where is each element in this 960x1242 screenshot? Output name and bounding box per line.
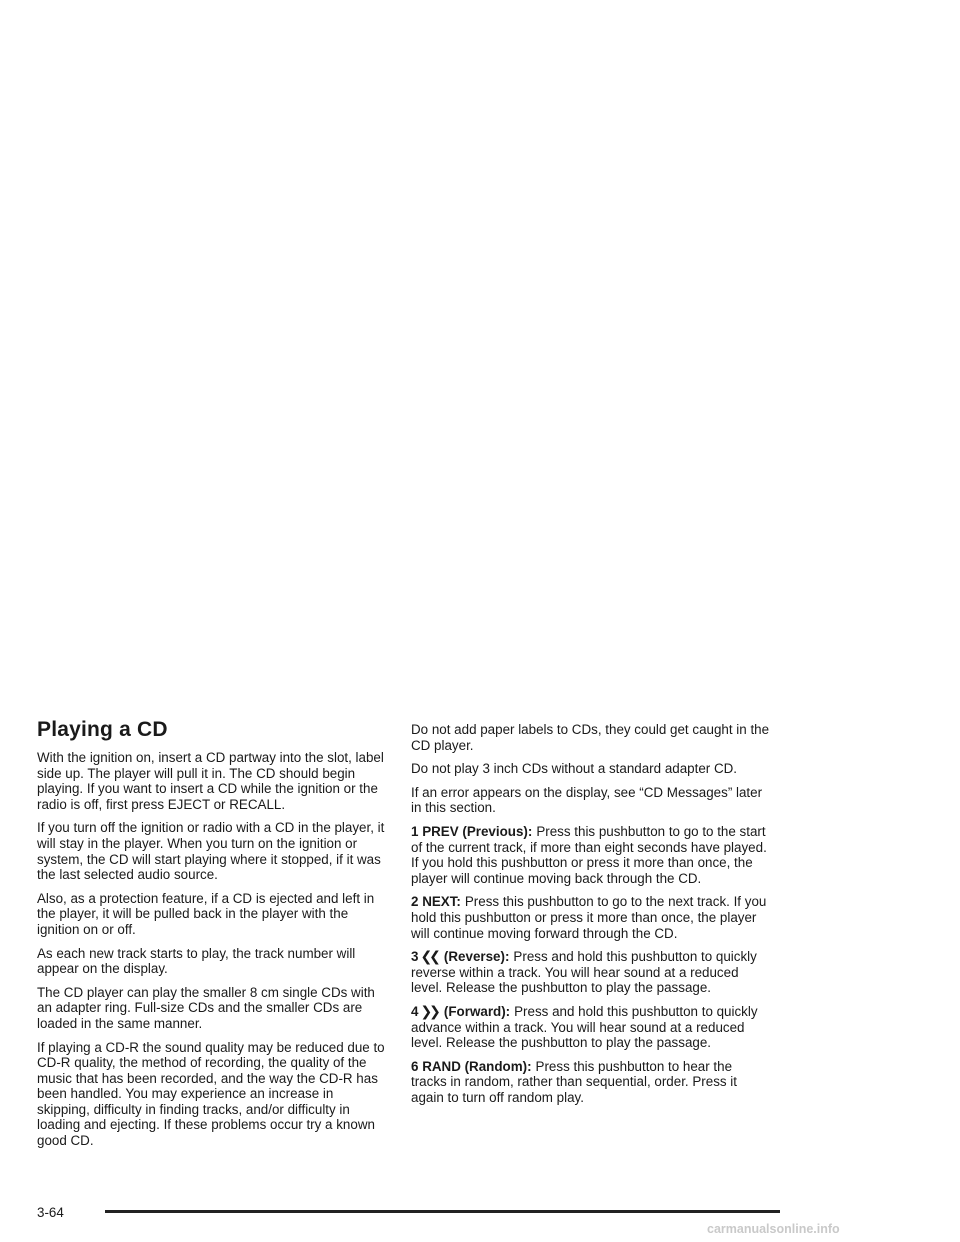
footer-divider: [105, 1210, 780, 1213]
section-title: Playing a CD: [37, 718, 168, 741]
paragraph: If an error appears on the display, see “CD Messages” later in this section.: [411, 784, 763, 816]
pushbutton-item-next: [411, 894, 771, 941]
rewind-icon: ❮❮: [420, 948, 438, 965]
item-number: 3: [411, 949, 419, 965]
pushbutton-item-reverse: [411, 949, 771, 996]
left-column: [37, 718, 389, 1157]
item-number: 2: [411, 894, 419, 910]
right-column: [411, 722, 771, 1113]
pushbutton-item-prev: [411, 824, 771, 886]
pushbutton-item-forward: [411, 1004, 771, 1051]
paragraph: Do not add paper labels to CDs, they could get caught in the CD player.: [411, 722, 770, 753]
item-term: (Reverse):: [443, 949, 510, 965]
item-term: (Forward):: [443, 1003, 511, 1019]
item-number: 6: [411, 1058, 419, 1074]
paragraph: If playing a CD-R the sound quality may be reduced due to CD-R quality, the method of recording, the quality of the music that has been recorded, and the way the CD-R has been handled. You may experience an increase in skipping, difficulty in finding tracks, and/or difficulty in loading and ejecting. If these problems occur try a known good CD.: [37, 1039, 385, 1149]
page-number: 3-64: [37, 1205, 64, 1220]
paragraph: As each new track starts to play, the track number will appear on the display.: [37, 945, 356, 977]
watermark: carmanualsonline.info: [707, 1222, 840, 1236]
paragraph: If you turn off the ignition or radio with a CD in the player, it will stay in the player. When you turn on the ignition or system, the CD will start playing where it stopped, if it was the last selected audio source.: [37, 820, 385, 883]
pushbutton-item-random: [411, 1059, 771, 1106]
item-description: Press and hold this pushbutton to quickly reverse within a track. You will hear sound at a reduced level. Release the pushbutton to play the passage.: [411, 949, 757, 996]
item-number: 1: [411, 823, 419, 839]
paragraph: Do not play 3 inch CDs without a standard adapter CD.: [411, 761, 738, 777]
paragraph: With the ignition on, insert a CD partway into the slot, label side up. The player will pull it in. The CD should begin playing. If you want to insert a CD while the ignition or the radio is off, first press EJECT or RECALL.: [37, 750, 384, 812]
item-description: Press this pushbutton to go to the next track. If you hold this pushbutton or press it more than once, the player will continue moving forward through the CD.: [411, 894, 767, 941]
item-description: Press this pushbutton to go to the start of the current track, if more than eight seconds have played. If you hold this pushbutton or press it more than once, the player will continue moving back through the CD.: [411, 823, 767, 886]
item-number: 4: [411, 1003, 419, 1019]
fast-forward-icon: ❯❯: [420, 1002, 438, 1019]
item-description: Press and hold this pushbutton to quickly advance within a track. You will hear sound at a reduced level. Release the pushbutton to play the passage.: [411, 1003, 758, 1051]
item-term: RAND (Random):: [422, 1058, 532, 1074]
item-term: PREV (Previous):: [422, 823, 533, 839]
item-term: NEXT:: [422, 894, 461, 910]
paragraph: The CD player can play the smaller 8 cm single CDs with an adapter ring. Full-size CDs and the smaller CDs are loaded in the same manner.: [37, 984, 375, 1031]
paragraph: Also, as a protection feature, if a CD is ejected and left in the player, it will be pulled back in the player with the ignition on or off.: [37, 890, 375, 937]
item-description: Press this pushbutton to hear the tracks in random, rather than sequential, order. Press it again to turn off random play.: [411, 1058, 737, 1105]
